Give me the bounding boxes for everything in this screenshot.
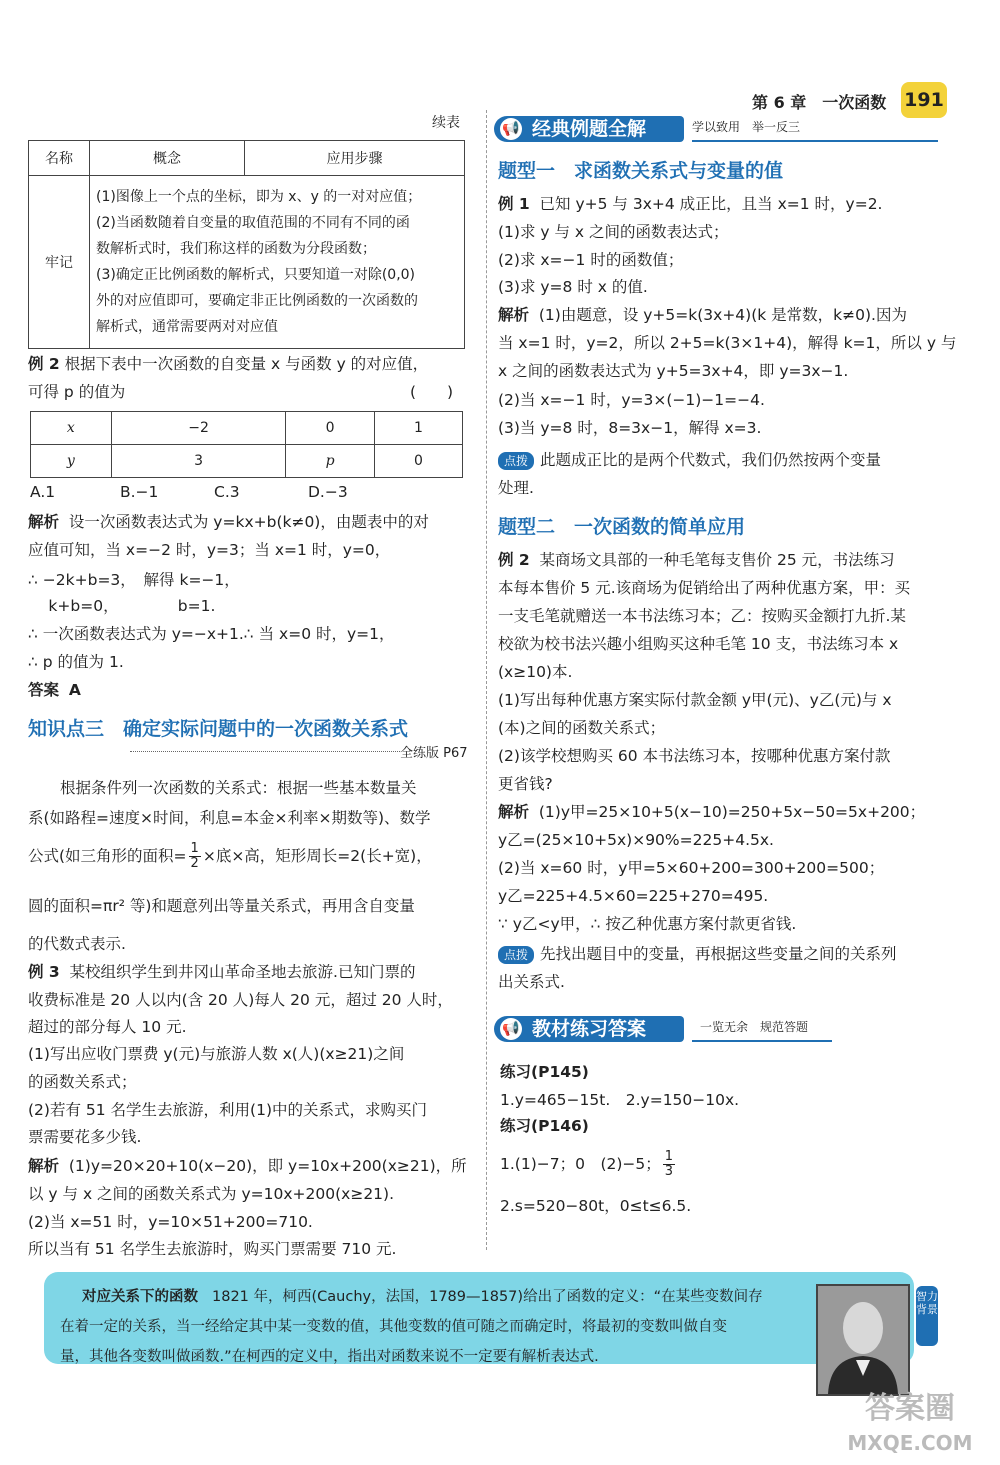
value-cell: x xyxy=(31,412,112,445)
kp3-line: 公式(如三角形的面积= xyxy=(28,847,187,865)
banner-title: 经典例题全解 xyxy=(494,116,684,142)
options-row xyxy=(30,478,348,506)
problem-type-1: 题型一 求函数关系式与变量的值 xyxy=(498,160,784,182)
example-text: (x≥10)本. xyxy=(498,663,573,681)
table-line: 解析式，通常需要两对对应值 xyxy=(96,319,278,335)
solution-label: 解析 xyxy=(28,1157,60,1175)
problem-type-2: 题型二 一次函数的简单应用 xyxy=(498,516,746,538)
option-a: A.1 xyxy=(30,483,56,501)
kp3-line: 根据条件列一次函数的关系式：根据一些基本数量关 xyxy=(60,779,417,797)
fraction-numerator: 1 xyxy=(190,841,199,856)
exercise-p145-answers: 1.y=465−15t. 2.y=150−10x. xyxy=(500,1091,740,1109)
example-label: 例 3 xyxy=(28,963,60,981)
example-text: (3)求 y=8 时 x 的值. xyxy=(498,278,648,296)
solution-line: 以 y 与 x 之间的函数关系式为 y=10x+200(x≥21). xyxy=(28,1185,395,1203)
answer-paren: ( ) xyxy=(410,383,454,401)
example-2-right xyxy=(498,546,895,574)
solution-label: 解析 xyxy=(498,803,530,821)
solution-line: ∴ p 的值为 1. xyxy=(28,653,124,671)
example-text: (2)求 x=−1 时的函数值； xyxy=(498,251,684,269)
solution-line: k+b=0， b=1. xyxy=(28,597,216,615)
exercise-p146-line1 xyxy=(500,1150,677,1179)
cauchy-portrait-image xyxy=(816,1284,910,1396)
option-d: D.−3 xyxy=(308,483,348,501)
tip-badge: 点拨 xyxy=(498,452,534,470)
table-line: 外的对应值即可，要确定非正比例函数的一次函数的 xyxy=(96,293,418,309)
example-text: 票需要花多少钱. xyxy=(28,1128,142,1146)
example-text: 超过的部分每人 10 元. xyxy=(28,1018,187,1036)
megaphone-icon: 📢 xyxy=(500,118,522,140)
answer-row xyxy=(28,676,81,704)
option-b: B.−1 xyxy=(120,483,159,501)
solution-line: (1)y甲=25×10+5(x−10)=250+5x−50=5x+200； xyxy=(538,803,926,821)
background-info-text xyxy=(60,1282,920,1372)
banner-underline xyxy=(692,1040,832,1042)
example-3-solution xyxy=(28,1152,467,1180)
info-text: 量，其他各变数叫做函数.”在柯西的定义中，指出对函数来说不一定要有解析表达式. xyxy=(60,1349,599,1365)
solution-line: (1)y=20×20+10(x−20)，即 y=10x+200(x≥21)，所 xyxy=(68,1157,467,1175)
solution-line: 设一次函数表达式为 y=kx+b(k≠0)，由题表中的对 xyxy=(68,513,429,531)
table-header-name: 名称 xyxy=(29,141,90,176)
example-text: 一支毛笔就赠送一本书法练习本；乙：按购买金额打九折.某 xyxy=(498,607,906,625)
solution-left xyxy=(28,508,429,536)
example-1-solution xyxy=(498,301,907,329)
concept-table xyxy=(28,140,465,349)
table-header-concept: 概念 xyxy=(90,141,245,176)
solution-line: (1)由题意，设 y+5=k(3x+4)(k 是常数，k≠0).因为 xyxy=(538,306,907,324)
table-header-steps: 应用步骤 xyxy=(245,141,465,176)
info-line-1 xyxy=(60,1282,920,1312)
value-cell: −2 xyxy=(111,412,286,445)
kp3-formula-line xyxy=(28,842,432,871)
banner-textbook-answers xyxy=(494,1016,684,1042)
value-cell: 3 xyxy=(111,445,286,478)
continued-label: 续表 xyxy=(432,115,460,131)
tip-text: 处理. xyxy=(498,479,534,497)
example-label: 例 2 xyxy=(28,355,60,373)
reference-page: 全练版 P67 xyxy=(400,746,468,761)
solution-line: y乙=225+4.5×60=225+270=495. xyxy=(498,887,769,905)
banner-subtitle: 一览无余 规范答题 xyxy=(700,1020,809,1034)
value-cell: 0 xyxy=(286,412,374,445)
fraction-denominator: 3 xyxy=(664,1164,674,1179)
page-number: 191 xyxy=(901,82,947,118)
solution-line: x 之间的函数表达式为 y+5=3x+4，即 y=3x−1. xyxy=(498,362,849,380)
example-text: (1)写出每种优惠方案实际付款金额 y甲(元)、y乙(元)与 x xyxy=(498,691,892,709)
solution-label: 解析 xyxy=(498,306,530,324)
example-label: 例 1 xyxy=(498,195,530,213)
side-tab-label: 智力背景 xyxy=(916,1286,938,1346)
exercise-p146-label: 练习(P146) xyxy=(500,1117,589,1135)
example-text: 更省钱? xyxy=(498,775,553,793)
value-cell: 1 xyxy=(374,412,462,445)
option-c: C.3 xyxy=(214,483,240,501)
answer-value: A xyxy=(68,681,81,699)
kp3-line: 系(如路程=速度×时间，利息=本金×利率×期数等)、数学 xyxy=(28,809,431,827)
banner-underline xyxy=(692,140,938,142)
kp3-line: ×底×高，矩形周长=2(长+宽)， xyxy=(202,847,432,865)
example-text: (1)写出应收门票费 y(元)与旅游人数 x(人)(x≥21)之间 xyxy=(28,1045,405,1063)
table-row-label: 牢记 xyxy=(29,176,90,349)
banner-title: 教材练习答案 xyxy=(494,1016,684,1042)
info-text: 1821 年，柯西(Cauchy，法国，1789—1857)给出了函数的定义：“在某些变数间存 xyxy=(212,1289,763,1305)
example-text: 本每本售价 5 元.该商场为促销给出了两种优惠方案，甲：买 xyxy=(498,579,911,597)
solution-line: (3)当 y=8 时，8=3x−1，解得 x=3. xyxy=(498,419,762,437)
value-cell: p xyxy=(286,445,374,478)
example-text: 某商场文具部的一种毛笔每支售价 25 元，书法练习 xyxy=(539,551,895,569)
solution-line: (2)当 x=51 时，y=10×51+200=710. xyxy=(28,1213,313,1231)
info-text: 在着一定的关系，当一经给定其中某一变数的值，其他变数的值可随之而确定时，将最初的变数叫做自变 xyxy=(60,1319,727,1335)
kp3-line: 圆的面积=πr² 等)和题意列出等量关系式，再用含自变量 xyxy=(28,897,415,915)
banner-classic-examples xyxy=(494,116,684,142)
tip-1 xyxy=(498,446,881,474)
column-divider xyxy=(486,110,487,1250)
example-2-left xyxy=(28,350,428,378)
table-line: 数解析式时，我们称这样的函数为分段函数； xyxy=(96,241,376,257)
table-line: (1)图像上一个点的坐标，即为 x、y 的一对对应值； xyxy=(96,189,422,205)
example-text: (2)该学校想购买 60 本书法练习本，按哪种优惠方案付款 xyxy=(498,747,891,765)
example-2-solution xyxy=(498,798,925,826)
table-row-content xyxy=(90,176,465,349)
megaphone-icon: 📢 xyxy=(500,1018,522,1040)
fraction-denominator: 2 xyxy=(190,856,199,871)
fraction-half xyxy=(189,842,201,871)
chapter-title: 第 6 章 一次函数 xyxy=(752,93,887,112)
table-line: (3)确定正比例函数的解析式，只要知道一对除(0,0) xyxy=(96,267,416,283)
knowledge-point-3-title: 知识点三 确定实际问题中的一次函数关系式 xyxy=(28,718,409,740)
watermark xyxy=(830,1392,990,1462)
tip-text: 此题成正比的是两个代数式，我们仍然按两个变量 xyxy=(540,451,882,469)
solution-line: y乙=(25×10+5x)×90%=225+4.5x. xyxy=(498,831,774,849)
solution-line: 所以当有 51 名学生去旅游时，购买门票需要 710 元. xyxy=(28,1240,397,1258)
example-text: 某校组织学生到井冈山革命圣地去旅游.已知门票的 xyxy=(69,963,416,981)
tip-text: 先找出题目中的变量，再根据这些变量之间的关系列 xyxy=(540,945,897,963)
example-text: 收费标准是 20 人以内(含 20 人)每人 20 元，超过 20 人时， xyxy=(28,991,453,1009)
tip-text: 出关系式. xyxy=(498,973,565,991)
value-cell: y xyxy=(31,445,112,478)
exercise-p145-label: 练习(P145) xyxy=(500,1063,589,1081)
answer-label: 答案 xyxy=(28,681,60,699)
value-cell: 0 xyxy=(374,445,462,478)
example-2-line2: 可得 p 的值为 xyxy=(28,383,126,401)
banner-subtitle: 学以致用 举一反三 xyxy=(692,120,801,134)
exercise-p146-line2: 2.s=520−80t，0≤t≤6.5. xyxy=(500,1197,692,1215)
kp3-line: 的代数式表示. xyxy=(28,935,126,953)
answer-text: 1.(1)−7；0 (2)−5； xyxy=(500,1155,661,1173)
example-text: (1)求 y 与 x 之间的函数表达式； xyxy=(498,223,729,241)
solution-line: 应值可知，当 x=−2 时，y=3；当 x=1 时，y=0， xyxy=(28,541,391,559)
example-3 xyxy=(28,958,415,986)
fraction-third xyxy=(663,1150,675,1179)
info-title: 对应关系下的函数 xyxy=(82,1289,198,1305)
solution-line: ∴ −2k+b=3， 解得 k=−1， xyxy=(28,571,240,589)
example-text: (本)之间的函数关系式； xyxy=(498,719,666,737)
example-1 xyxy=(498,190,883,218)
fraction-numerator: 1 xyxy=(664,1149,674,1164)
tip-2 xyxy=(498,940,897,968)
example-text: 根据下表中一次函数的自变量 x 与函数 y 的对应值， xyxy=(64,355,429,373)
watermark-text: 答案圈 xyxy=(865,1391,955,1426)
solution-line: (2)当 x=60 时，y甲=5×60+200=300+200=500； xyxy=(498,859,885,877)
watermark-text: MXQE.COM xyxy=(847,1431,973,1455)
solution-line: (2)当 x=−1 时，y=3×(−1)−1=−4. xyxy=(498,391,765,409)
solution-line: ∴ 一次函数表达式为 y=−x+1.∴ 当 x=0 时，y=1， xyxy=(28,625,395,643)
example-text: 校欲为校书法兴趣小组购买这种毛笔 10 支，书法练习本 x xyxy=(498,635,899,653)
table-line: (2)当函数随着自变量的取值范围的不同有不同的函 xyxy=(96,215,410,231)
solution-line: 当 x=1 时，y=2，所以 2+5=k(3×1+4)，解得 k=1，所以 y 与 xyxy=(498,334,957,352)
solution-label: 解析 xyxy=(28,513,60,531)
solution-line: ∵ y乙<y甲，∴ 按乙种优惠方案付款更省钱. xyxy=(498,915,797,933)
dotted-leader xyxy=(130,751,400,752)
tip-badge: 点拨 xyxy=(498,946,534,964)
example-text: 的函数关系式； xyxy=(28,1073,137,1091)
value-table xyxy=(30,411,463,478)
example-text: 已知 y+5 与 3x+4 成正比，且当 x=1 时，y=2. xyxy=(539,195,883,213)
example-label: 例 2 xyxy=(498,551,530,569)
example-text: (2)若有 51 名学生去旅游，利用(1)中的关系式，求购买门 xyxy=(28,1101,427,1119)
